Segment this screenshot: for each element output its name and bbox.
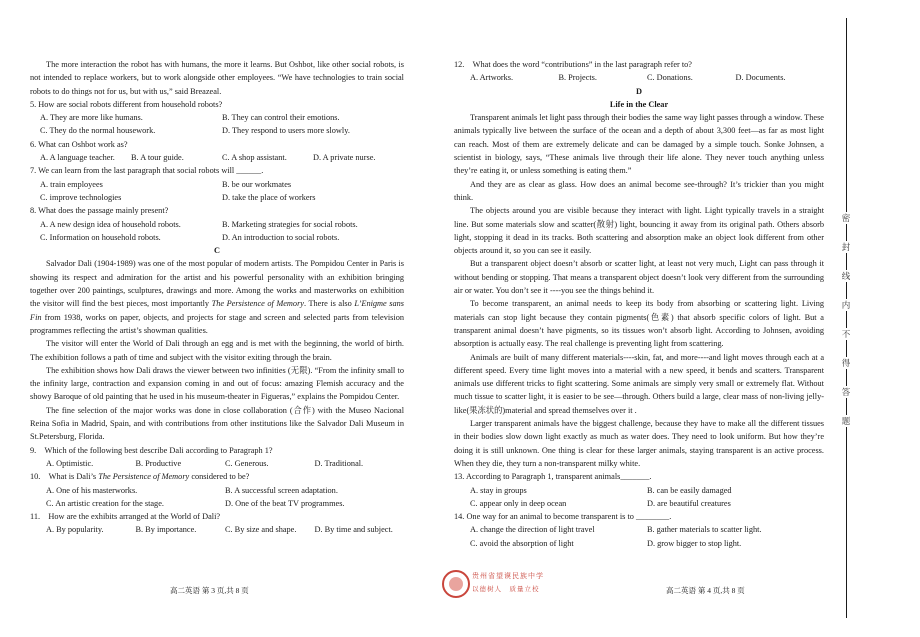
- option: A. They are more like humans.: [40, 113, 143, 123]
- school-name: 贵州省望谟民族中学: [472, 572, 544, 580]
- passage-d-paragraph-3: The objects around you are visible because they interact with light. Light typically travels in a straight line. But some materials slow and scatter(散射) light, bouncing it away from its original path. Others absorb light, stopping it dead in its tracks. Both scattering and absorption make an object look different from other objects around it, so you can see it easily.: [454, 206, 824, 256]
- seal-char: 线: [838, 270, 854, 282]
- seal-char: 密: [838, 212, 854, 224]
- school-motto: 以德树人 质量立校: [472, 586, 540, 593]
- right-column: [454, 58, 824, 550]
- option: D. One of the beat TV programmes.: [225, 498, 345, 508]
- option: C. By size and shape.: [225, 525, 297, 535]
- seal-char: 不: [838, 328, 854, 340]
- passage-d-paragraph-6: Animals are built of many different materials----skin, fat, and more----and light moves through each at a different speed. Every time light moves into a material with a new speed, it bends and scatters. Transparent animals use different tricks to fight scattering. Some animals are simply very small or extremely flat. Without much tissue to scatter light, it is easier to be see—through. Others build a large, clear mass of non-living jelly-like(果冻状的)material and spread themselves over it .: [454, 352, 824, 415]
- question-5: 5. How are social robots different from household robots?: [30, 99, 223, 109]
- question-7: 7. We can learn from the last paragraph that social robots will ______.: [30, 166, 264, 176]
- seal-char: 题: [838, 415, 854, 427]
- passage-d-title: Life in the Clear: [609, 99, 669, 109]
- option: A. stay in groups: [470, 485, 527, 495]
- passage-d-paragraph-1: Transparent animals let light pass through their bodies the same way light passes through a window. These animals typically live between the surface of the ocean and a depth of about 3,300 feet—as far as most light can reach. Most of them are extremely delicate and can be damaged by a simple touch. Sonke Johnsen, a scientist in biology, says, “These animals live through their life alone. They never touch anything unless they’re eating it, or unless something is eating them.”: [454, 113, 824, 176]
- question-9: 9. Which of the following best describe Dali according to Paragraph 1?: [30, 445, 273, 455]
- option: B. Marketing strategies for social robots.: [222, 219, 358, 229]
- option: B. Projects.: [558, 73, 597, 83]
- seal-char: 得: [838, 357, 854, 369]
- question-12: 12. What does the word “contributions” in the last paragraph refer to?: [454, 60, 692, 69]
- option: B. A tour guide.: [131, 153, 184, 163]
- option: B. gather materials to scatter light.: [647, 525, 762, 535]
- question-14: 14. One way for an animal to become transparent is to ________.: [454, 512, 672, 522]
- option: A. change the direction of light travel: [470, 525, 595, 535]
- option: A. A new design idea of household robots.: [40, 219, 181, 229]
- page-number-right: 高二英语 第 4 页,共 8 页: [666, 586, 745, 595]
- passage-c-paragraph-3: The exhibition shows how Dali draws the viewer between two infinities (无限). “From the infinity small to the infinity large, contraction and expansion coming in and out of focus: amazing Flemish accuracy and the showy Baroque of old painting that he used in his museum-theater in Figueras,” explains the Pompidou Center.: [30, 365, 404, 402]
- option: C. Information on household robots.: [40, 232, 161, 242]
- option: B. can be easily damaged: [647, 485, 732, 495]
- option: C. A shop assistant.: [222, 153, 287, 163]
- option: A. By popularity.: [46, 525, 104, 535]
- left-column: [30, 58, 404, 537]
- option: D. Traditional.: [314, 458, 364, 468]
- option: C. They do the normal housework.: [40, 126, 156, 136]
- option: D. Documents.: [735, 73, 786, 83]
- option: C. Generous.: [225, 458, 269, 468]
- option: C. appear only in deep ocean: [470, 498, 567, 508]
- option: B. Productive: [135, 458, 182, 468]
- question-8-options: [30, 218, 404, 245]
- option: A. Artworks.: [470, 73, 514, 83]
- option: C. improve technologies: [40, 192, 122, 202]
- option: D. By time and subject.: [314, 525, 393, 535]
- option: D. are beautiful creatures: [647, 498, 731, 508]
- option: A. train employees: [40, 179, 103, 189]
- passage-d-paragraph-5: To become transparent, an animal needs to keep its body from absorbing or scattering light. Living materials can stop light because they contain pigments(色素) that absorb specific colors of light. But a transparent animal doesn’t have pigments, so its tissues won’t absorb light. According to Johnsen, avoiding absorption is actually easy. The real challenge is preventing light from scattering.: [454, 299, 824, 349]
- question-6: 6. What can Oshbot work as?: [30, 139, 128, 149]
- passage-d-paragraph-7: Larger transparent animals have the biggest challenge, because they have to make all the different tissues in their bodies slow down light exactly as much as water does. They need to look uniform. But how they’re doing it is still unknown. One thing is clear for these larger animals, staying transparent is an active process. When they die, they turn a non-transparent milky white.: [454, 419, 824, 468]
- question-6-options: [30, 151, 404, 164]
- option: D. A private nurse.: [313, 153, 376, 163]
- question-13-options: [454, 484, 824, 511]
- section-heading-c: C: [214, 246, 220, 256]
- question-8: 8. What does the passage mainly present?: [30, 206, 169, 216]
- question-12-options: [454, 71, 824, 84]
- passage-b-paragraph: The more interaction the robot has with humans, the more it learns. But Oshbot, like other social robots, is not intended to replace workers, but to work alongside other employees. “We have technologies to train social robots to do things not for us, but with us,” said Breazeal.: [30, 60, 404, 96]
- option: C. An artistic creation for the stage.: [46, 498, 164, 508]
- question-7-options: [30, 178, 404, 205]
- question-13: 13. According to Paragraph 1, transparent animals_______.: [454, 472, 652, 482]
- passage-d-paragraph-2: And they are as clear as glass. How does an animal become see-through? It’s trickier than you might think.: [454, 179, 824, 202]
- passage-c-paragraph-1: Salvador Dali (1904-1989) was one of the most popular of modern artists. The Pompidou Center in Paris is showing its respect and admiration for the artist and his powerful personality with an exhibition bringing together over 200 paintings, sculptures, drawings and more. Among the works and masterworks on exhibition the visitor will find the best pieces, most importantly The Persistence of Memory. There is also L’Enigme sans Fin from 1938, works on paper, objects, and projects for stage and screen and selected parts from television programmes reflecting the artist’s showman qualities.: [30, 259, 405, 335]
- option: A. Optimistic.: [46, 458, 94, 468]
- option: D. take the place of workers: [222, 192, 316, 202]
- option: D. They respond to users more slowly.: [222, 126, 350, 136]
- question-11-options: [30, 523, 404, 536]
- seal-char: 封: [838, 241, 854, 253]
- option: B. They can control their emotions.: [222, 113, 340, 123]
- option: D. An introduction to social robots.: [222, 232, 340, 242]
- option: C. avoid the absorption of light: [470, 538, 574, 548]
- section-heading-d: D: [636, 86, 642, 96]
- question-10-options: [30, 484, 404, 511]
- question-14-options: [454, 523, 824, 550]
- question-11: 11. How are the exhibits arranged at the World of Dali?: [30, 512, 221, 522]
- question-10: 10. What is Dali’s The Persistence of Memory considered to be?: [30, 472, 250, 482]
- school-seal-icon: [442, 570, 470, 598]
- question-9-options: [30, 457, 404, 470]
- passage-c-paragraph-2: The visitor will enter the World of Dali through an egg and is met with the beginning, the world of birth. The exhibition follows a path of time and subject with the visitor exiting through the brain.: [30, 339, 404, 362]
- seal-char: 答: [838, 386, 854, 398]
- question-5-options: [30, 111, 404, 138]
- seal-line-text: [838, 212, 854, 444]
- school-logo: [440, 568, 580, 600]
- option: B. be our workmates: [222, 179, 292, 189]
- option: B. By importance.: [135, 525, 197, 535]
- passage-d-paragraph-4: But a transparent object doesn’t absorb or scatter light, at least not very much, Light can pass through it without bending or stopping. That means a transparent object doesn’t look very different from the surrounding air or water. You don’t see it ----you see the things behind it.: [454, 259, 824, 296]
- seal-char: 内: [838, 299, 854, 311]
- passage-c-paragraph-4: The fine selection of the major works was done in close collaboration (合作) with the Museo Nacional Reina Sofia in Madrid, Spain, and with contributions from other institutions like the Salvador Dali Museum in St.Petersburg, Florida.: [30, 405, 404, 442]
- page-number-left: 高二英语 第 3 页,共 8 页: [170, 586, 249, 595]
- option: A. One of his masterworks.: [46, 485, 138, 495]
- option: B. A successful screen adaptation.: [225, 485, 338, 495]
- option: A. A language teacher.: [40, 153, 115, 163]
- option: D. grow bigger to stop light.: [647, 538, 742, 548]
- option: C. Donations.: [647, 73, 693, 83]
